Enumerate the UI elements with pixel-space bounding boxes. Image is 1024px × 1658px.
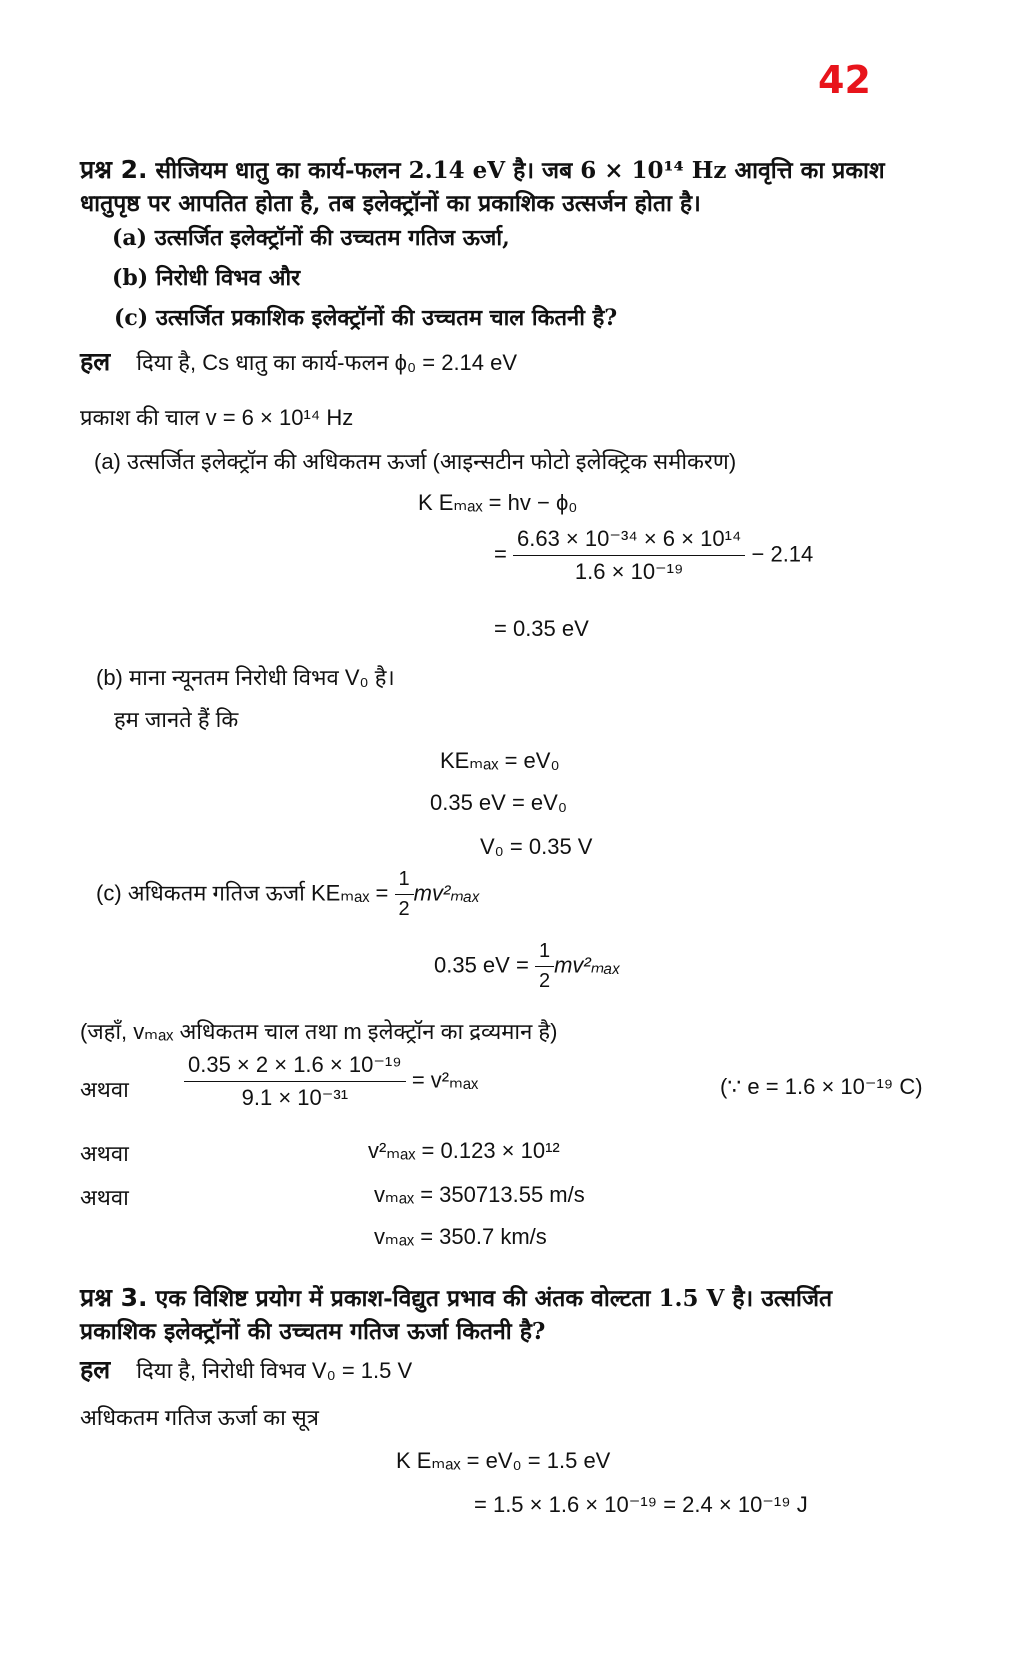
solution-2-part-a-heading: (a) उत्सर्जित इलेक्ट्रॉन की अधिकतम ऊर्जा (आइन्सटीन फोटो इलेक्ट्रिक समीकरण)	[94, 449, 737, 474]
equation-ke-ev0: KEₘₐₓ = eV₀	[440, 748, 560, 773]
fraction-numerator: 1	[398, 868, 410, 890]
equation-ke-joules: = 1.5 × 1.6 × 10⁻¹⁹ = 2.4 × 10⁻¹⁹ J	[474, 1492, 808, 1517]
fraction-half	[535, 940, 554, 993]
equation-kinetic-energy	[434, 940, 621, 993]
equation-vmax-squared: v²ₘₐₓ = 0.123 × 10¹²	[368, 1138, 560, 1163]
equation-rhs: − 2.14	[751, 541, 814, 567]
mv-squared: mv²ₘₐₓ	[413, 880, 481, 906]
equation-ke-result: = 0.35 eV	[494, 616, 589, 641]
solution-3-given-text: दिया है, निरोधी विभव V₀ = 1.5 V	[136, 1358, 413, 1383]
equation-ke-substitution	[494, 526, 813, 585]
solution-2-light-speed: प्रकाश की चाल v = 6 × 10¹⁴ Hz	[80, 405, 354, 430]
question-3-line-1	[80, 1280, 832, 1314]
equation-v0-value: V₀ = 0.35 V	[480, 834, 593, 859]
fraction	[184, 1052, 406, 1111]
question-2-option-a: (a) उत्सर्जित इलेक्ट्रॉनों की उच्चतम गतिज ऊर्जा,	[112, 225, 510, 251]
electron-charge-note: (∵ e = 1.6 × 10⁻¹⁹ C)	[720, 1074, 923, 1099]
question-2-option-c: (c) उत्सर्जित प्रकाशिक इलेक्ट्रॉनों की उच्चतम चाल कितनी है?	[114, 305, 618, 331]
equation-lhs: 0.35 eV =	[434, 952, 529, 978]
or-label: अथवा	[80, 1141, 129, 1166]
fraction-denominator: 2	[535, 966, 554, 993]
fraction-denominator: 9.1 × 10⁻³¹	[184, 1081, 406, 1111]
question-2-line-1	[80, 152, 885, 186]
mv-squared: mv²ₘₐₓ	[554, 952, 621, 978]
equation-vmax-ms: vₘₐₓ = 350713.55 m/s	[374, 1182, 585, 1207]
solution-3-formula-heading: अधिकतम गतिज ऊर्जा का सूत्र	[80, 1405, 319, 1430]
question-2-text-1: सीजियम धातु का कार्य-फलन 2.14 eV है। जब 6 × 10¹⁴ Hz आवृत्ति का प्रकाश	[155, 157, 885, 184]
fraction-numerator: 1	[538, 940, 551, 962]
fraction-numerator: 6.63 × 10⁻³⁴ × 6 × 10¹⁴	[516, 526, 742, 551]
question-2-option-b: (b) निरोधी विभव और	[112, 265, 301, 291]
equation-035-ev0: 0.35 eV = eV₀	[430, 790, 567, 815]
equation-ke-max-sol3: K Eₘₐₓ = eV₀ = 1.5 eV	[396, 1448, 611, 1473]
equation-vmax-fraction	[184, 1052, 478, 1111]
solution-2-given-text: दिया है, Cs धातु का कार्य-फलन ϕ₀ = 2.14 eV	[136, 350, 518, 375]
or-label: अथवा	[80, 1077, 129, 1102]
solution-2-where-note: (जहाँ, vₘₐₓ अधिकतम चाल तथा m इलेक्ट्रॉन का द्रव्यमान है)	[80, 1019, 558, 1044]
solution-2-part-c-heading: (c) अधिकतम गतिज ऊर्जा KEₘₐₓ =	[96, 880, 389, 906]
or-label: अथवा	[80, 1185, 129, 1210]
question-2-label: प्रश्न 2.	[80, 155, 148, 184]
solution-3-given	[80, 1352, 412, 1386]
question-3-label: प्रश्न 3.	[80, 1283, 148, 1312]
solution-2-part-c	[96, 868, 480, 921]
equation-ke-max: K Eₘₐₓ = hv − ϕ₀	[418, 490, 578, 515]
equation-vmax-kms: vₘₐₓ = 350.7 km/s	[374, 1224, 547, 1249]
fraction	[513, 526, 745, 585]
question-3-line-2: प्रकाशिक इलेक्ट्रॉनों की उच्चतम गतिज ऊर्जा कितनी है?	[80, 1318, 546, 1345]
fraction-denominator: 1.6 × 10⁻¹⁹	[513, 555, 745, 585]
solution-2-we-know: हम जानते हैं कि	[114, 707, 239, 732]
solution-2-given	[80, 344, 517, 378]
solution-2-label: हल	[80, 347, 111, 376]
fraction-half	[395, 868, 414, 921]
equals-sign: =	[494, 541, 507, 567]
page-number: 42	[818, 58, 871, 102]
question-2-line-2: धातुपृष्ठ पर आपतित होता है, तब इलेक्ट्रॉनों का प्रकाशिक उत्सर्जन होता है।	[80, 190, 701, 217]
solution-3-label: हल	[80, 1355, 111, 1384]
fraction-numerator: 0.35 × 2 × 1.6 × 10⁻¹⁹	[188, 1052, 402, 1077]
question-3-text-1: एक विशिष्ट प्रयोग में प्रकाश-विद्युत प्रभाव की अंतक वोल्टता 1.5 V है। उत्सर्जित	[155, 1285, 833, 1312]
equation-rhs: = v²ₘₐₓ	[411, 1067, 479, 1093]
solution-2-part-b-heading: (b) माना न्यूनतम निरोधी विभव V₀ है।	[96, 665, 395, 690]
fraction-denominator: 2	[395, 894, 414, 921]
